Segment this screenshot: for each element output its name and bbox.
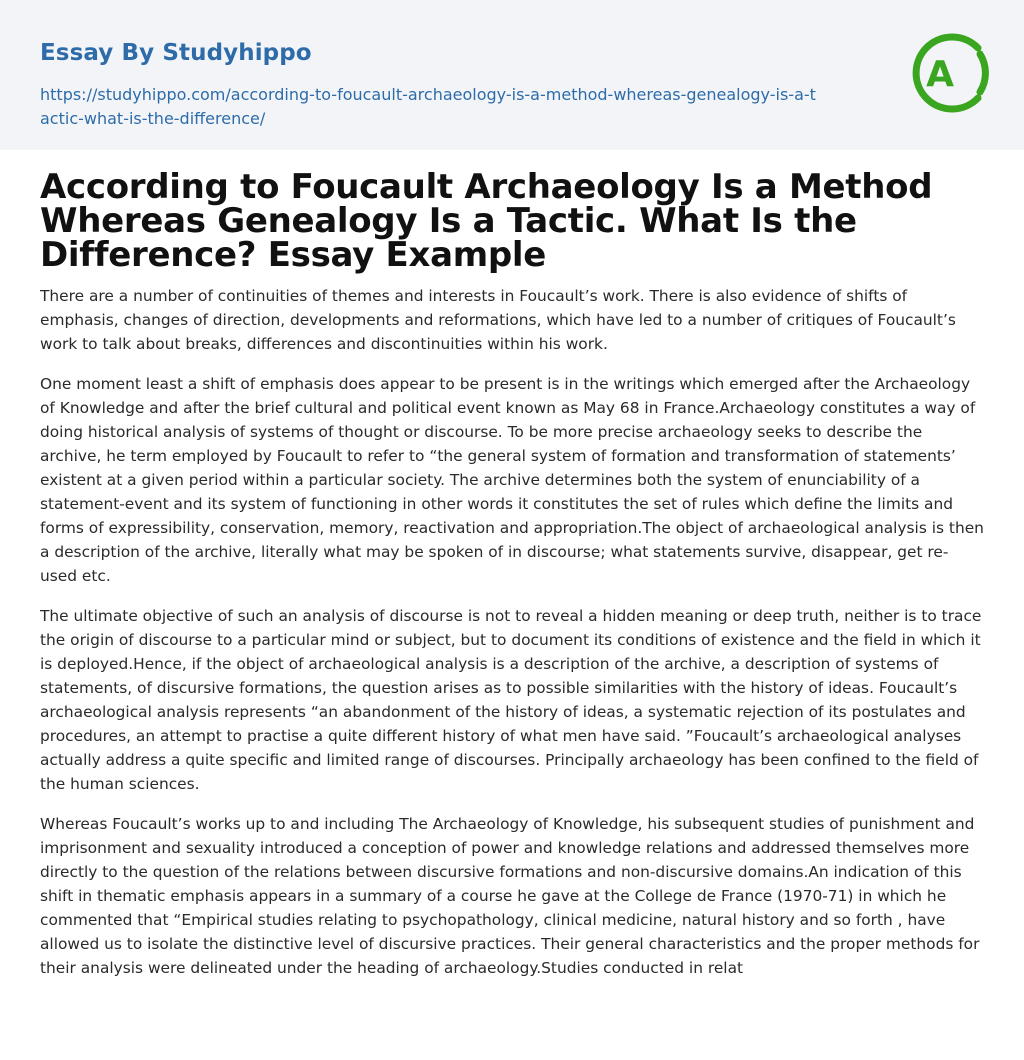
essay-url-link[interactable]: https://studyhippo.com/according-to-foucault-archaeology-is-a-method-whereas-genealogy-is-a-tactic-what-is-the-difference/ [40, 85, 816, 128]
logo-ring-right [980, 54, 985, 92]
article-paragraph-4: Whereas Foucault’s works up to and including The Archaeology of Knowledge, his subsequent studies of punishment and imprisonment and sexuality introduced a conception of power and knowledge relations and addressed themselves more directly to the question of the relations between discursive formations and non-discursive domains.An indication of this shift in thematic emphasis appears in a summary of a course he gave at the College de France (1970-71) in which he commented that “Empirical studies relating to psychopathology, clinical medicine, natural history and so forth , have allowed us to isolate the distinctive level of discursive practices. Their general characteristics and the proper methods for their analysis were delineated under the heading of archaeology.Studies conducted in relat [40, 815, 980, 977]
article [40, 167, 984, 980]
logo-letter: A [926, 54, 954, 95]
article-title: According to Foucault Archaeology Is a Method Whereas Genealogy Is a Tactic. What Is the Difference? Essay Example [40, 167, 933, 275]
article-paragraph-1: There are a number of continuities of themes and interests in Foucault’s work. There is also evidence of shifts of emphasis, changes of direction, developments and reformations, which have led to a number of critiques of Foucault’s work to talk about breaks, differences and discontinuities within his work. [40, 287, 956, 353]
article-paragraph-2: One moment least a shift of emphasis does appear to be present is in the writings which emerged after the Archaeology of Knowledge and after the brief cultural and political event known as May 68 in France.Archaeology constitutes a way of doing historical analysis of systems of thought or discourse. To be more precise archaeology seeks to describe the archive, he term employed by Foucault to refer to “the general system of formation and transformation of statements’ existent at a given period within a particular society. The archive determines both the system of enunciability of a statement-event and its system of functioning in other words it constitutes the set of rules which define the limits and forms of expressibility, conservation, memory, reactivation and appropriation.The object of archaeological analysis is then a description of the archive, literally what may be spoken of in discourse; what statements survive, disappear, get re-used etc. [40, 375, 984, 585]
article-paragraph-3: The ultimate objective of such an analysis of discourse is not to reveal a hidden meaning or deep truth, neither is to trace the origin of discourse to a particular mind or subject, but to document its conditions of existence and the field in which it is deployed.Hence, if the object of archaeological analysis is a description of the archive, a description of systems of statements, of discursive formations, the question arises as to possible similarities with the history of ideas. Foucault’s archaeological analysis represents “an abandonment of the history of ideas, a systematic rejection of its postulates and procedures, an attempt to practise a quite different history of what men have said. ”Foucault’s archaeological analyses actually address a quite specific and limited range of discourses. Principally archaeology has been confined to the field of the human sciences. [40, 607, 982, 793]
site-header [0, 0, 1024, 150]
site-brand[interactable]: Essay By Studyhippo [40, 40, 312, 66]
studyhippo-logo-icon[interactable] [906, 28, 990, 118]
